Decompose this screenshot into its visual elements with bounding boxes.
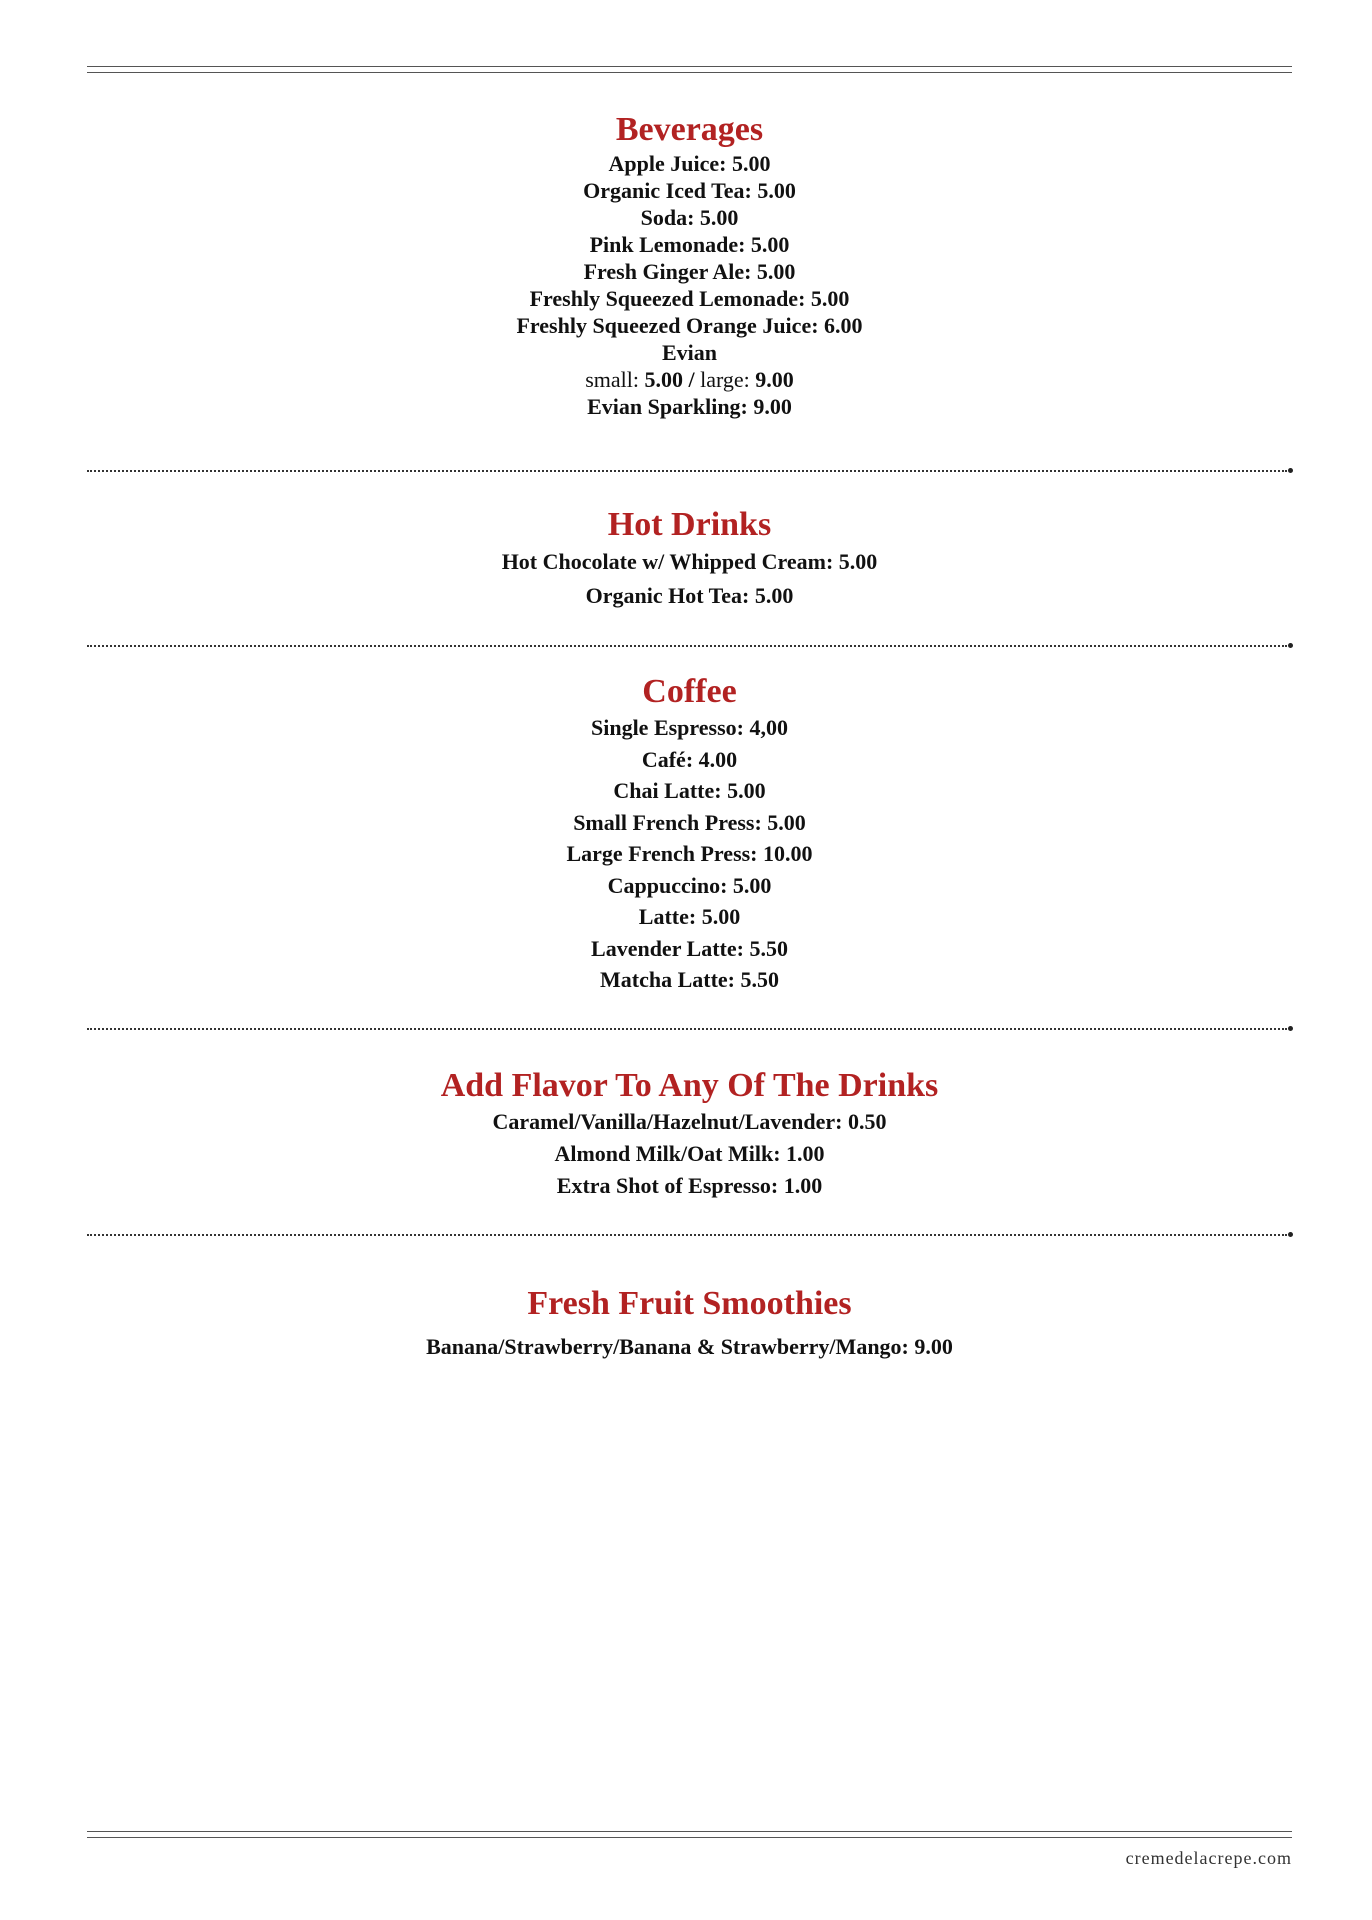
menu-item: Banana/Strawberry/Banana & Strawberry/Mango: 9.00 xyxy=(426,1334,953,1359)
menu-item: Latte: 5.00 xyxy=(638,904,741,929)
menu-item: Soda: 5.00 xyxy=(640,205,739,230)
beverages-title: Beverages xyxy=(615,111,764,148)
menu-item: Evian xyxy=(661,340,718,365)
evian-small-label: small: xyxy=(585,367,639,392)
menu-item: Organic Iced Tea: 5.00 xyxy=(583,178,796,203)
section-divider xyxy=(87,470,1287,472)
evian-sizes xyxy=(87,366,1292,393)
section-divider xyxy=(87,645,1287,647)
top-double-rule xyxy=(87,66,1292,73)
section-divider xyxy=(87,1234,1287,1236)
menu-item: Cappuccino: 5.00 xyxy=(607,872,772,898)
hot-drinks-section xyxy=(87,505,1292,613)
menu-item: Lavender Latte: 5.50 xyxy=(591,935,788,961)
coffee-section xyxy=(87,672,1292,996)
evian-large-label: large: xyxy=(700,367,750,392)
hot-drinks-title: Hot Drinks xyxy=(607,506,772,543)
coffee-title: Coffee xyxy=(642,673,737,710)
menu-item: Café: 4.00 xyxy=(641,746,738,772)
menu-item: Small French Press: 5.00 xyxy=(573,809,806,835)
menu-item: Hot Chocolate w/ Whipped Cream: 5.00 xyxy=(501,549,878,574)
menu-item: Apple Juice: 5.00 xyxy=(608,151,771,176)
menu-item: Extra Shot of Espresso: 1.00 xyxy=(556,1173,823,1198)
menu-item: Freshly Squeezed Orange Juice: 6.00 xyxy=(516,313,863,338)
evian-small-price: 5.00 xyxy=(644,367,683,392)
smoothies-section xyxy=(87,1284,1292,1364)
section-divider xyxy=(87,1028,1287,1030)
footer-website: cremedelacrepe.com xyxy=(1125,1848,1292,1868)
menu-item: Chai Latte: 5.00 xyxy=(613,778,766,803)
menu-item: Organic Hot Tea: 5.00 xyxy=(585,583,794,608)
evian-large-price: 9.00 xyxy=(755,367,794,392)
menu-item: Caramel/Vanilla/Hazelnut/Lavender: 0.50 xyxy=(492,1109,887,1134)
menu-item: Large French Press: 10.00 xyxy=(566,841,813,866)
beverages-section xyxy=(87,110,1292,420)
menu-item: Almond Milk/Oat Milk: 1.00 xyxy=(554,1141,825,1166)
menu-item: Evian Sparkling: 9.00 xyxy=(587,394,792,419)
menu-item: Freshly Squeezed Lemonade: 5.00 xyxy=(529,286,850,311)
evian-size-separator: / xyxy=(688,367,695,392)
menu-item: Single Espresso: 4,00 xyxy=(590,715,788,740)
menu-item: Matcha Latte: 5.50 xyxy=(599,967,779,992)
menu-item: Fresh Ginger Ale: 5.00 xyxy=(583,259,796,284)
smoothies-title: Fresh Fruit Smoothies xyxy=(527,1285,852,1322)
flavor-title: Add Flavor To Any Of The Drinks xyxy=(440,1067,939,1104)
flavor-section xyxy=(87,1066,1292,1202)
bottom-double-rule xyxy=(87,1831,1292,1838)
menu-item: Pink Lemonade: 5.00 xyxy=(589,232,790,257)
